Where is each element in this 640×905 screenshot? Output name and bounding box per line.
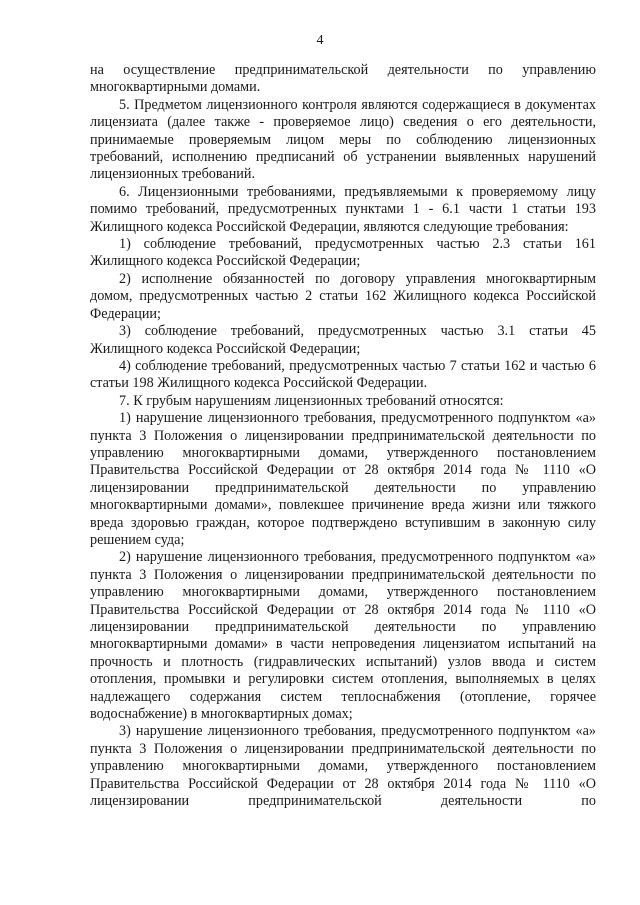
page-number: 4: [316, 33, 324, 48]
paragraph-item-6-1: 1) соблюдение требований, предусмотренных частью 2.3 статьи 161 Жилищного кодекса Российской Федерации;: [90, 236, 596, 270]
paragraph-continuation: на осуществление предпринимательской деятельности по управлению многоквартирными домами.: [90, 62, 596, 96]
paragraph-item-6-2: 2) исполнение обязанностей по договору управления многоквартирным домом, предусмотренных частью 2 статьи 162 Жилищного кодекса Российской Федерации;: [90, 270, 596, 322]
paragraph-item-7-2: 2) нарушение лицензионного требования, предусмотренного подпунктом «а» пункта 3 Положения о лицензировании предпринимательской деятельности по управлению многоквартирными домами, утвержденного постановлением Правительства Российской Федерации от 28 октября 2014 года № 1110 «О лицензировании предпринимательской деятельности по управлению многоквартирными домами» в части непроведения лицензиатом испытаний на прочность и плотность (гидравлических испытаний) узлов ввода и систем отопления, промывки и регулировки систем отопления, выполняемых в целях надлежащего содержания систем теплоснабжения (отопление, горячее водоснабжение) в многоквартирных домах;: [90, 549, 596, 723]
paragraph-item-6: 6. Лицензионными требованиями, предъявляемыми к проверяемому лицу помимо требований, предусмотренных пунктами 1 - 6.1 части 1 статьи 193 Жилищного кодекса Российской Федерации, являются следующие требования:: [90, 183, 596, 235]
paragraph-item-7-3: 3) нарушение лицензионного требования, предусмотренного подпунктом «а» пункта 3 Положения о лицензировании предпринимательской деятельности по управлению многоквартирными домами, утвержденного постановлением Правительства Российской Федерации от 28 октября 2014 года № 1110 «О лицензировании предпринимательской деятельности по: [90, 723, 596, 810]
paragraph-item-6-4: 4) соблюдение требований, предусмотренных частью 7 статьи 162 и частью 6 статьи 198 Жилищного кодекса Российской Федерации.: [90, 357, 596, 392]
paragraph-item-7-1: 1) нарушение лицензионного требования, предусмотренного подпунктом «а» пункта 3 Положения о лицензировании предпринимательской деятельности по управлению многоквартирными домами, утвержденного постановлением Правительства Российской Федерации от 28 октября 2014 года № 1110 «О лицензировании предпринимательской деятельности по управлению многоквартирными домами», повлекшее причинение вреда жизни или тяжкого вреда здоровью граждан, которое подтверждено вступившим в законную силу решением суда;: [90, 410, 596, 548]
paragraph-item-6-3: 3) соблюдение требований, предусмотренных частью 3.1 статьи 45 Жилищного кодекса Российской Федерации;: [90, 323, 596, 357]
document-body: [90, 62, 596, 810]
paragraph-item-5: 5. Предметом лицензионного контроля являются содержащиеся в документах лицензиата (далее также - проверяемое лицо) сведения о его деятельности, принимаемые проверяемым лицом меры по соблюдению лицензионных требований, исполнению предписаний об устранении выявленных нарушений лицензионных требований.: [90, 96, 596, 183]
paragraph-item-7: 7. К грубым нарушениям лицензионных требований относятся:: [119, 392, 504, 409]
